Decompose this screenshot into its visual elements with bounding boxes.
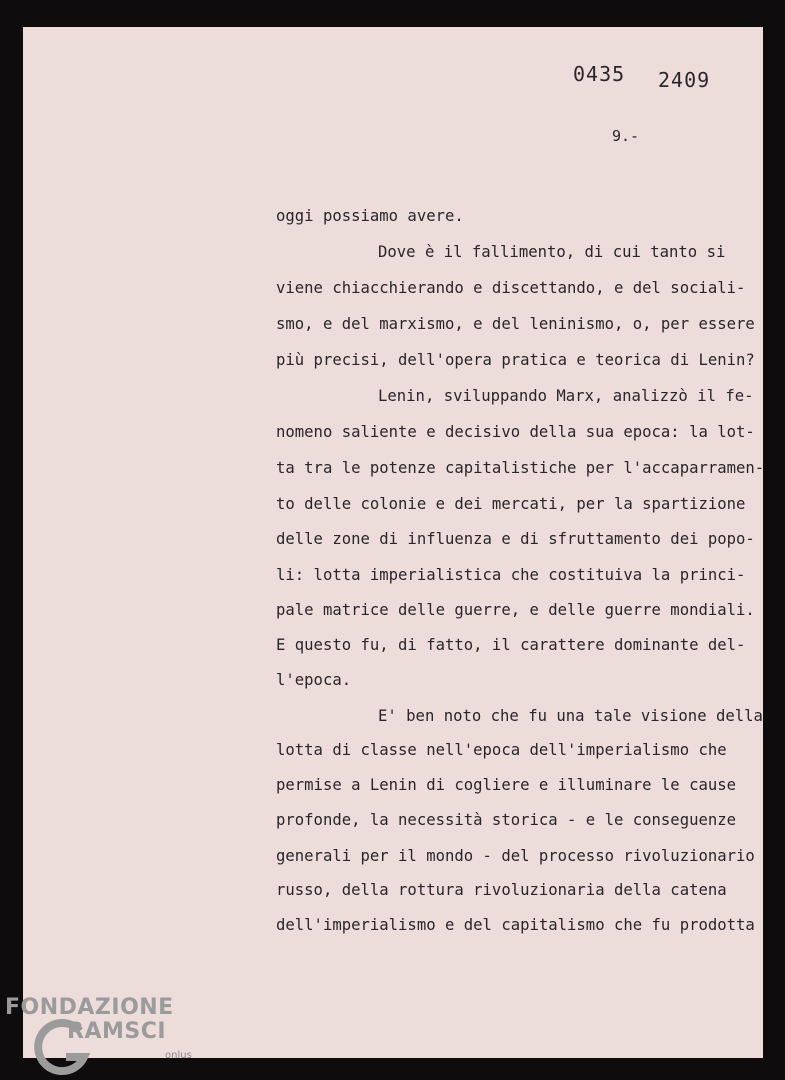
archive-number-right: 2409	[658, 68, 711, 92]
text-line: li: lotta imperialistica che costituiva la princi-	[276, 566, 746, 584]
archive-number-left: 0435	[573, 62, 626, 86]
text-line: viene chiacchierando e discettando, e del sociali-	[276, 279, 746, 297]
watermark-sub: onlus	[165, 1050, 192, 1061]
text-line: dell'imperialismo e del capitalismo che fu prodotta	[276, 916, 755, 934]
text-line: Lenin, sviluppando Marx, analizzò il fe-	[378, 387, 754, 405]
text-line: ta tra le potenze capitalistiche per l'accaparramen-	[276, 459, 765, 477]
text-line: Dove è il fallimento, di cui tanto si	[378, 243, 726, 261]
text-line: E questo fu, di fatto, il carattere dominante del-	[276, 636, 746, 654]
text-line: generali per il mondo - del processo rivoluzionario	[276, 847, 755, 865]
watermark-line1: FONDAZIONE	[5, 995, 174, 1020]
text-line: E' ben noto che fu una tale visione della	[378, 707, 763, 725]
text-line: russo, della rottura rivoluzionaria della catena	[276, 881, 727, 899]
text-line: più precisi, dell'opera pratica e teorica di Lenin?	[276, 351, 755, 369]
text-line: oggi possiamo avere.	[276, 207, 464, 225]
text-line: lotta di classe nell'epoca dell'imperialismo che	[276, 741, 727, 759]
text-line: delle zone di influenza e di sfruttamento dei popo-	[276, 530, 755, 548]
text-line: pale matrice delle guerre, e delle guerre mondiali.	[276, 601, 755, 619]
text-line: smo, e del marxismo, e del leninismo, o, per essere	[276, 315, 755, 333]
text-line: permise a Lenin di cogliere e illuminare le cause	[276, 776, 737, 794]
fondazione-gramsci-watermark	[5, 992, 205, 1080]
text-line: profonde, la necessità storica - e le conseguenze	[276, 811, 737, 829]
watermark-line2: RAMSCI	[67, 1019, 167, 1044]
text-line: to delle colonie e dei mercati, per la spartizione	[276, 495, 746, 513]
text-line: l'epoca.	[276, 671, 352, 689]
page-number: 9.-	[612, 127, 640, 145]
text-line: nomeno saliente e decisivo della sua epoca: la lot-	[276, 423, 755, 441]
